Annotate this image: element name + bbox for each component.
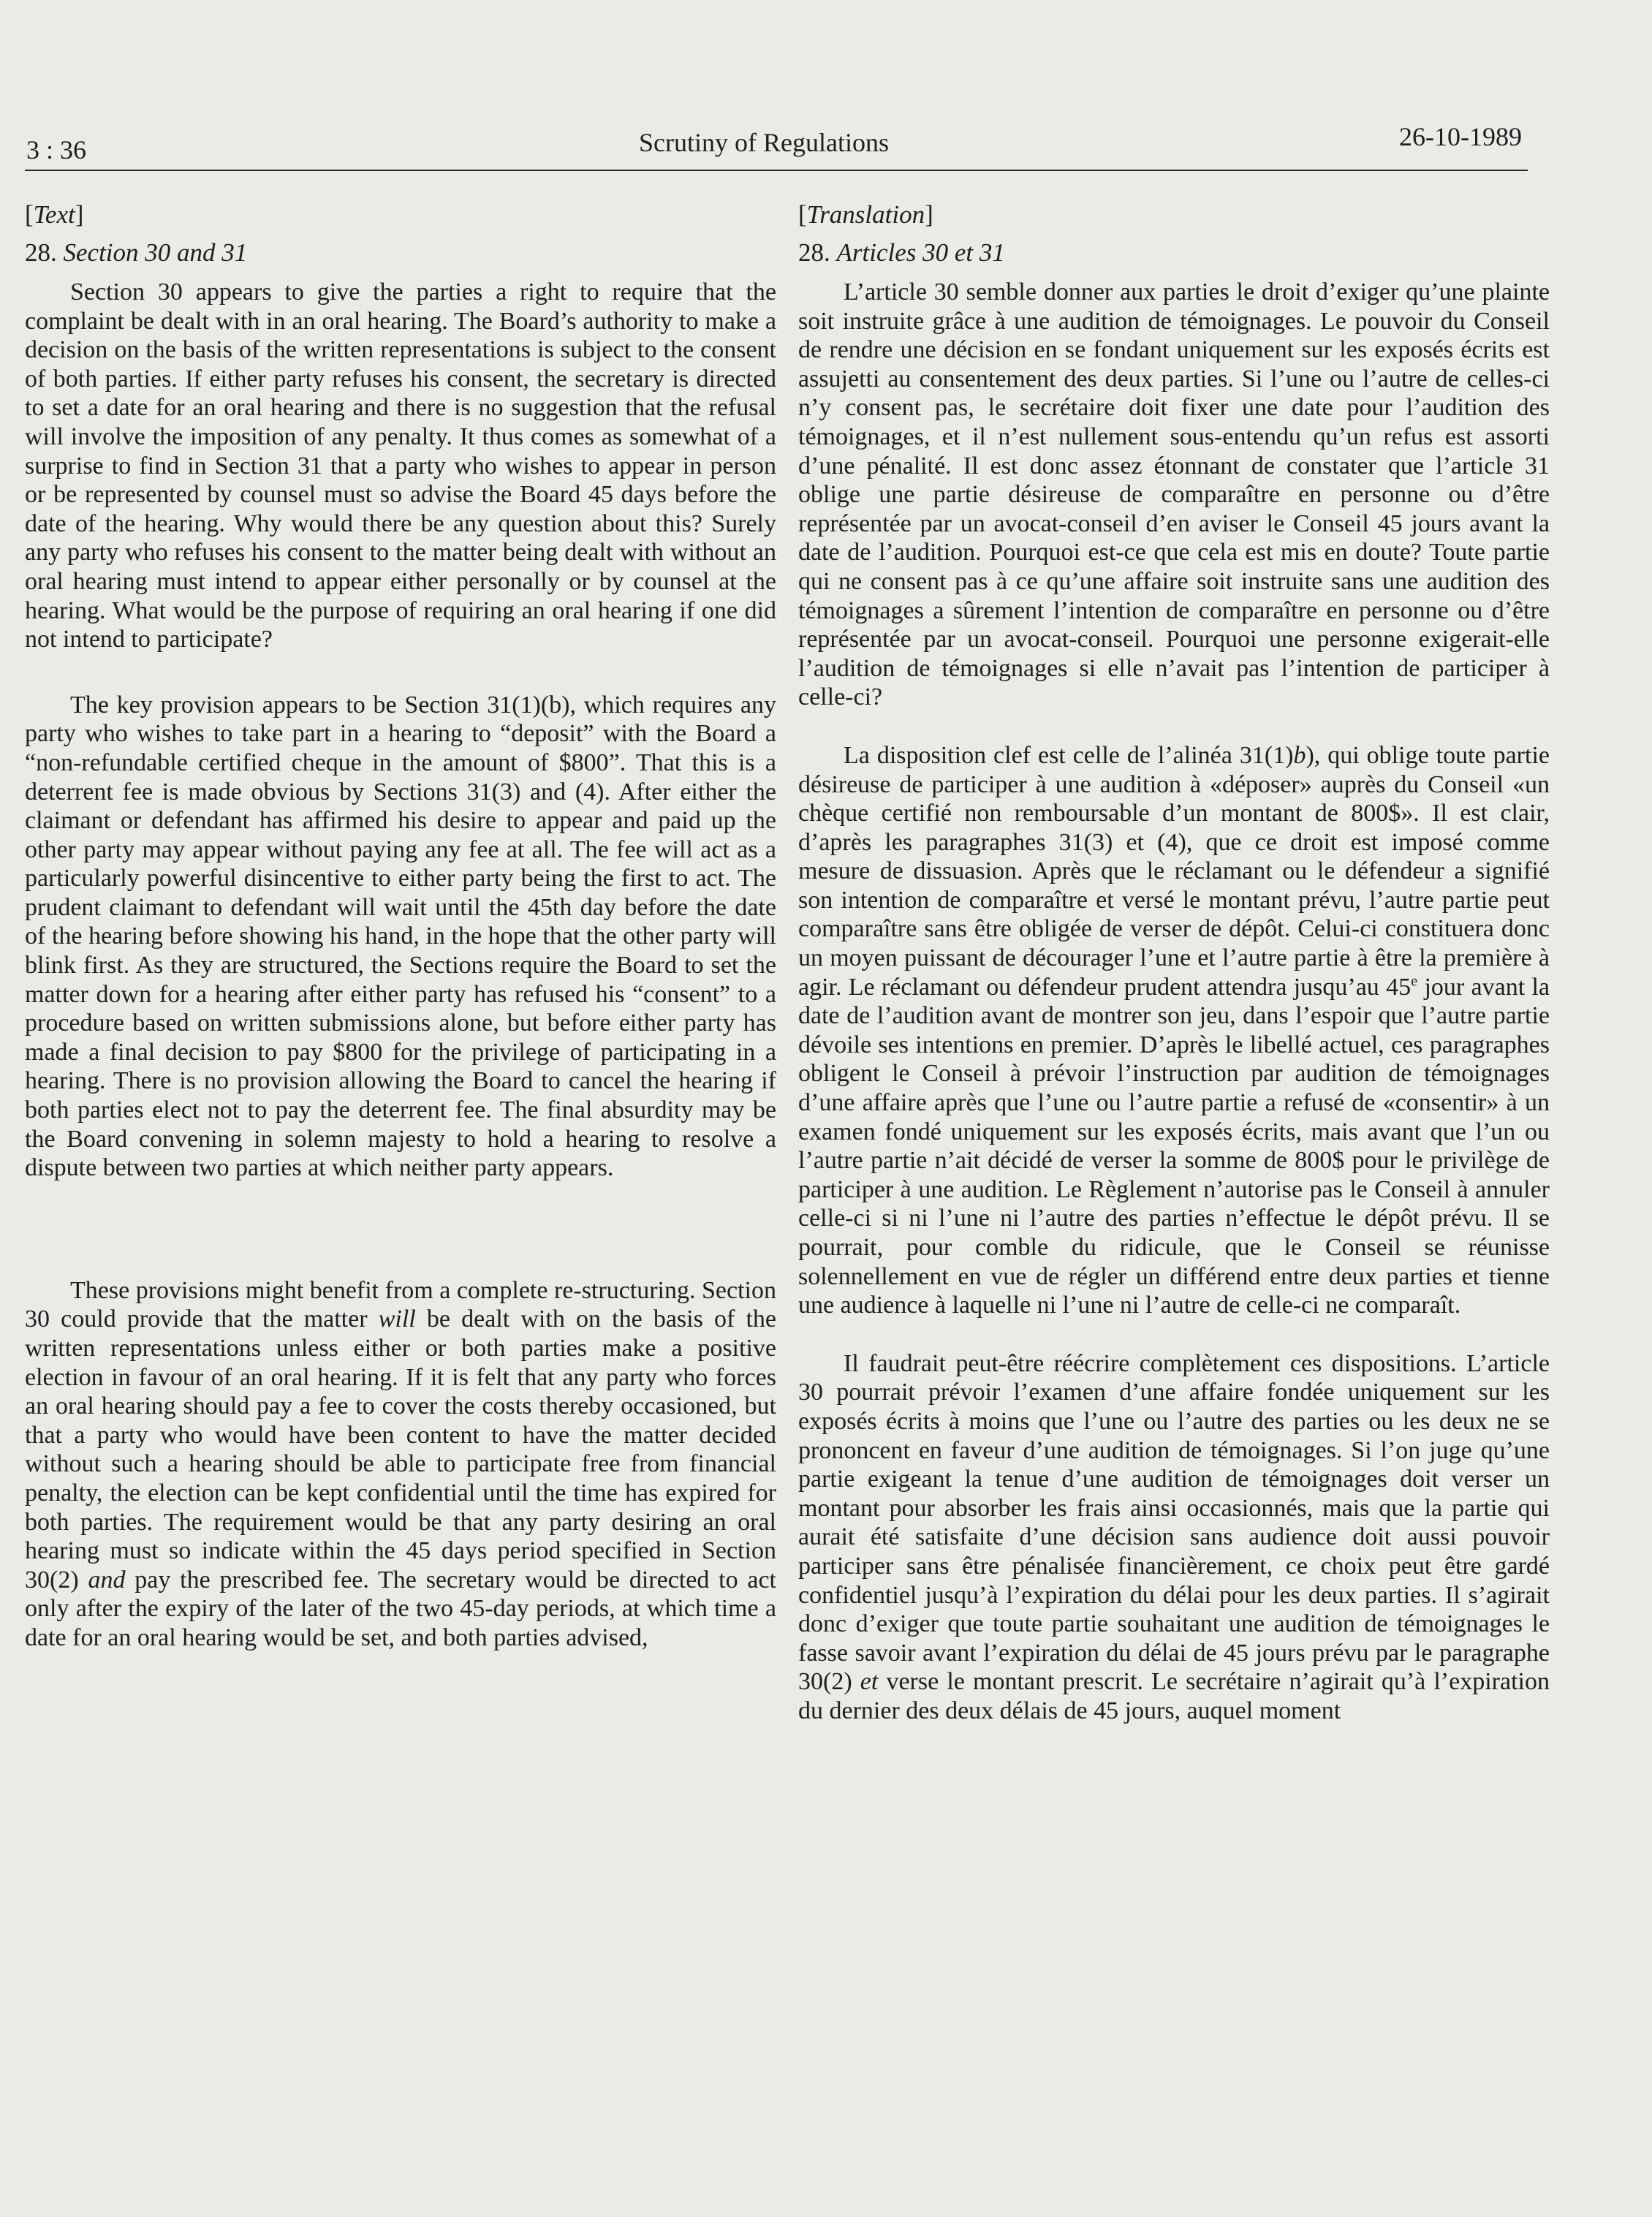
text-run: Il faudrait peut-être réécrire complètement ces dispositions. L’article 30 pourrait prévoir l’examen d’une affaire fondée uniquement sur les exposés écrits à moins que l’une ou l’autre des parties ou les deux ne se prononcent en faveur d’une audition de témoignages. Si l’on juge qu’une partie exigeant la tenue d’une audition de témoignages doit verser un montant pour absorber les frais ainsi occasionnés, mais que la partie qui aurait été satisfaite d’une décision sans audience doit aussi pouvoir participer sans être pénalisée financièrement, ce choix peut être gardé confidentiel jusqu’à l’expiration du délai pour les deux parties. Il s’agirait donc d’exiger que toute partie souhaitant une audition de témoignages le fasse savoir avant l’expiration du délai de 45 jours prévu par le paragraphe 30(2) (798, 1349, 1550, 1696)
text-run: pay the prescribed fee. The secretary would be directed to act only after the expiry of the later of the two 45-day periods, at which time a date for an oral hearing would be set, and both parties advised, (25, 1566, 776, 1651)
french-column (798, 196, 1550, 1726)
tag-bracket-open: [ (798, 200, 807, 229)
emphasis: will (378, 1305, 416, 1333)
english-column (25, 196, 776, 1653)
paragraph-1: Section 30 appears to give the parties a right to require that the complaint be dealt with in an oral hearing. The Board’s authority to make a decision on the basis of the written representations is subject to the consent of both parties. If either party refuses his consent, the secretary is directed to set a date for an oral hearing and there is no suggestion that the refusal will involve the imposition of any penalty. It thus comes as somewhat of a surprise to find in Section 31 that a party who wishes to appear in person or be represented by counsel must so advise the Board 45 days before the date of the hearing. Why would there be any question about this? Surely any party who refuses his consent to the matter being dealt with without an oral hearing must intend to appear either personally or by counsel at the hearing. What would be the purpose of requiring an oral hearing if one did not intend to participate? (25, 278, 776, 653)
text-run: These provisions might benefit from a complete re-structuring. Section 30 could provide that the matter (25, 1276, 776, 1333)
heading-number: 28. (25, 238, 57, 267)
heading-title: Articles 30 et 31 (836, 238, 1005, 267)
tag-label: Translation (806, 200, 925, 229)
heading-number: 28. (798, 238, 830, 267)
tag-bracket-close: ] (925, 200, 933, 229)
running-title: Scrutiny of Regulations (639, 128, 889, 157)
column-tag (798, 196, 1550, 234)
text-run: verse le montant prescrit. Le secrétaire n’agirait qu’à l’expiration du dernier des deux délais de 45 jours, auquel moment (798, 1668, 1550, 1724)
heading-title: Section 30 and 31 (63, 238, 248, 267)
paragraph-2 (798, 741, 1550, 1320)
text-run: be dealt with on the basis of the written representations unless either or both parties make a positive election in favour of an oral hearing. If it is felt that any party who forces an oral hearing should pay a fee to cover the costs thereby occasioned, but that a party who would have been content to have the matter decided without such a hearing should be able to participate free from financial penalty, the election can be kept confidential until the time has expired for both parties. The requirement would be that any party desiring an oral hearing must so indicate within the 45 days period specified in Section 30(2) (25, 1305, 776, 1593)
paragraph-2: The key provision appears to be Section 31(1)(b), which requires any party who wishes to take part in a hearing to “deposit” with the Board a “non-refundable certified cheque in the amount of $800”. That this is a deterrent fee is made obvious by Sections 31(3) and (4). After either the claimant or defendant has affirmed his desire to appear and paid up the other party may appear without paying any fee at all. The fee will act as a particularly powerful disincentive to either party being the first to act. The prudent claimant to defendant will wait until the 45th day before the date of the hearing before showing his hand, in the hope that the other party will blink first. As they are structured, the Sections require the Board to set the matter down for a hearing after either party has refused his “consent” to a procedure based on written submissions alone, but before either party has made a final decision to pay $800 for the privilege of participating in a hearing. There is no provision allowing the Board to cancel the hearing if both parties elect not to pay the deterrent fee. The final absurdity may be the Board convening in solemn majesty to hold a hearing to resolve a dispute between two parties at which neither party appears. (25, 691, 776, 1182)
text-run: jour avant la date de l’audition avant de montrer son jeu, dans l’espoir que l’autre partie dévoile ses intentions en premier. D’après le libellé actuel, ces paragraphes obligent le Conseil à prévoir l’instruction par audition de témoignages d’une affaire après que l’une ou l’autre partie a refusé de «consentir» à un examen fondé uniquement sur les exposés écrits, mais avant que l’un ou l’autre partie n’ait décidé de verser la somme de 800$ pour le privilège de participer à une audition. Le Règlement n’autorise pas le Conseil à annuler celle-ci si ni l’une ni l’autre des parties n’effectue le dépôt prévu. Il se pourrait, pour comble du ridicule, que le Conseil se réunisse solennellement en vue de régler un différend entre deux parties et tienne une audience à laquelle ni l’une ni l’autre de celle-ci ne comparaît. (798, 973, 1550, 1319)
column-tag (25, 196, 776, 234)
tag-bracket-close: ] (75, 200, 84, 229)
paragraph-1: L’article 30 semble donner aux parties le droit d’exiger qu’une plainte soit instruite grâce à une audition de témoignages. Le pouvoir du Conseil de rendre une décision en se fondant uniquement sur les exposés écrits est assujetti au consentement des deux parties. Si l’une ou l’autre de celles-ci n’y consent pas, le secrétaire doit fixer une date pour l’audition des témoignages, et il n’est nullement sous-entendu qu’un refus est assorti d’une pénalité. Il est donc assez étonnant de constater que l’article 31 oblige une partie désireuse de comparaître en personne ou d’être représentée par un avocat-conseil d’en aviser le Conseil 45 jours avant la date de l’audition. Pourquoi est-ce que cela est mis en doute? Toute partie qui ne consent pas à ce qu’une affaire soit instruite sans une audition des témoignages a sûrement l’intention de comparaître en personne ou d’être représentée par un avocat-conseil. Pourquoi une personne exigerait-elle l’audition de témoignages si elle n’avait pas l’intention de participer à celle-ci? (798, 278, 1550, 711)
superscript: e (1411, 973, 1418, 990)
tag-bracket-open: [ (25, 200, 34, 229)
emphasis: et (860, 1668, 879, 1696)
text-run: La disposition clef est celle de l’alinéa 31(1) (844, 741, 1294, 769)
tag-label: Text (33, 200, 75, 229)
text-run: ), qui oblige toute partie désireuse de participer à une audition à «déposer» auprès du Conseil «un chèque certifié non remboursable d’un montant de 800$». Il est clair, d’après les paragraphes 31(3) et (4), que ce droit est imposé comme mesure de dissuasion. Après que le réclamant ou le défendeur a signifié son intention de comparaître et versé le montant prévu, l’autre partie peut comparaître sans être obligée de verser de dépôt. Celui-ci constituera donc un moyen puissant de décourager l’une et l’autre partie à être la première à agir. Le réclamant ou défendeur prudent attendra jusqu’au 45 (798, 741, 1550, 1001)
header-date: 26-10-1989 (1399, 122, 1522, 151)
emphasis: and (88, 1566, 126, 1593)
section-heading (798, 234, 1550, 272)
section-heading (25, 234, 776, 272)
page-reference: 3 : 36 (26, 135, 87, 164)
paragraph-3 (798, 1349, 1550, 1726)
emphasis: b (1293, 741, 1306, 769)
paragraph-3 (25, 1276, 776, 1653)
page-header (25, 117, 1528, 171)
